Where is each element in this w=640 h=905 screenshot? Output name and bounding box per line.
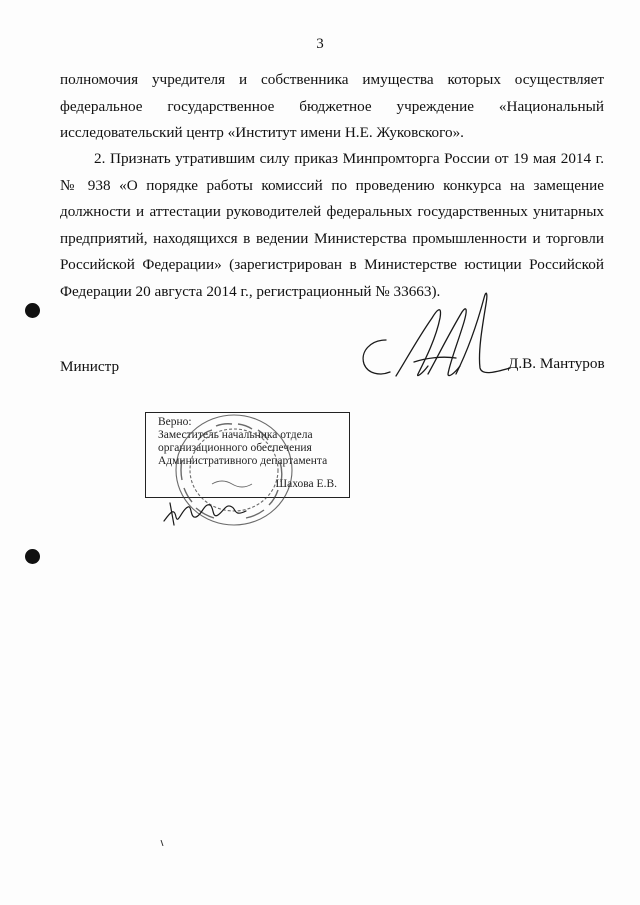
paragraph-2-line-4: предприятий, находящихся в ведении Министерства промышленности и торговли — [60, 229, 604, 247]
paragraph-1-line-3: исследовательский центр «Институт имени Н.Е. Жуковского». — [60, 124, 464, 141]
paragraph-2-line-3: должности и аттестации руководителей федеральных государственных унитарных — [60, 203, 604, 220]
punch-hole-bottom — [25, 549, 40, 564]
handwritten-signature — [356, 278, 516, 388]
punch-hole-top — [25, 303, 40, 318]
paragraph-1-line-1: полномочия учредителя и собственника имущества которых осуществляет — [60, 71, 604, 88]
certification-name: Шахова Е.В. — [275, 478, 337, 490]
paragraph-2-line-1: 2. Признать утратившим силу приказ Минпромторга России от 19 мая 2014 г. — [94, 150, 604, 167]
paragraph-2 — [60, 146, 604, 305]
paragraph-2-line-5: Российской Федерации» (зарегистрирован в Министерстве юстиции Российской — [60, 256, 604, 273]
certification-position-3: Административного департамента — [158, 455, 328, 467]
certification-position-1: Заместитель начальника отдела — [158, 429, 313, 441]
paragraph-1 — [60, 67, 604, 147]
certification-position-2: организационного обеспечения — [158, 442, 312, 454]
paragraph-2-line-2: № 938 «О порядке работы комиссий по проведению конкурса на замещение — [60, 176, 604, 194]
paragraph-2-line-6: Федерации 20 августа 2014 г., регистрационный № 33663). — [60, 282, 441, 300]
signatory-name: Д.В. Мантуров — [508, 355, 605, 372]
signatory-title: Министр — [60, 358, 120, 375]
page-number: 3 — [316, 36, 324, 52]
paragraph-1-line-2: федеральное государственное бюджетное учреждение «Национальный — [60, 97, 604, 115]
scan-mark — [160, 840, 164, 846]
certification-signature — [160, 495, 250, 530]
certification-verno: Верно: — [158, 416, 192, 428]
certification-box — [145, 412, 350, 498]
